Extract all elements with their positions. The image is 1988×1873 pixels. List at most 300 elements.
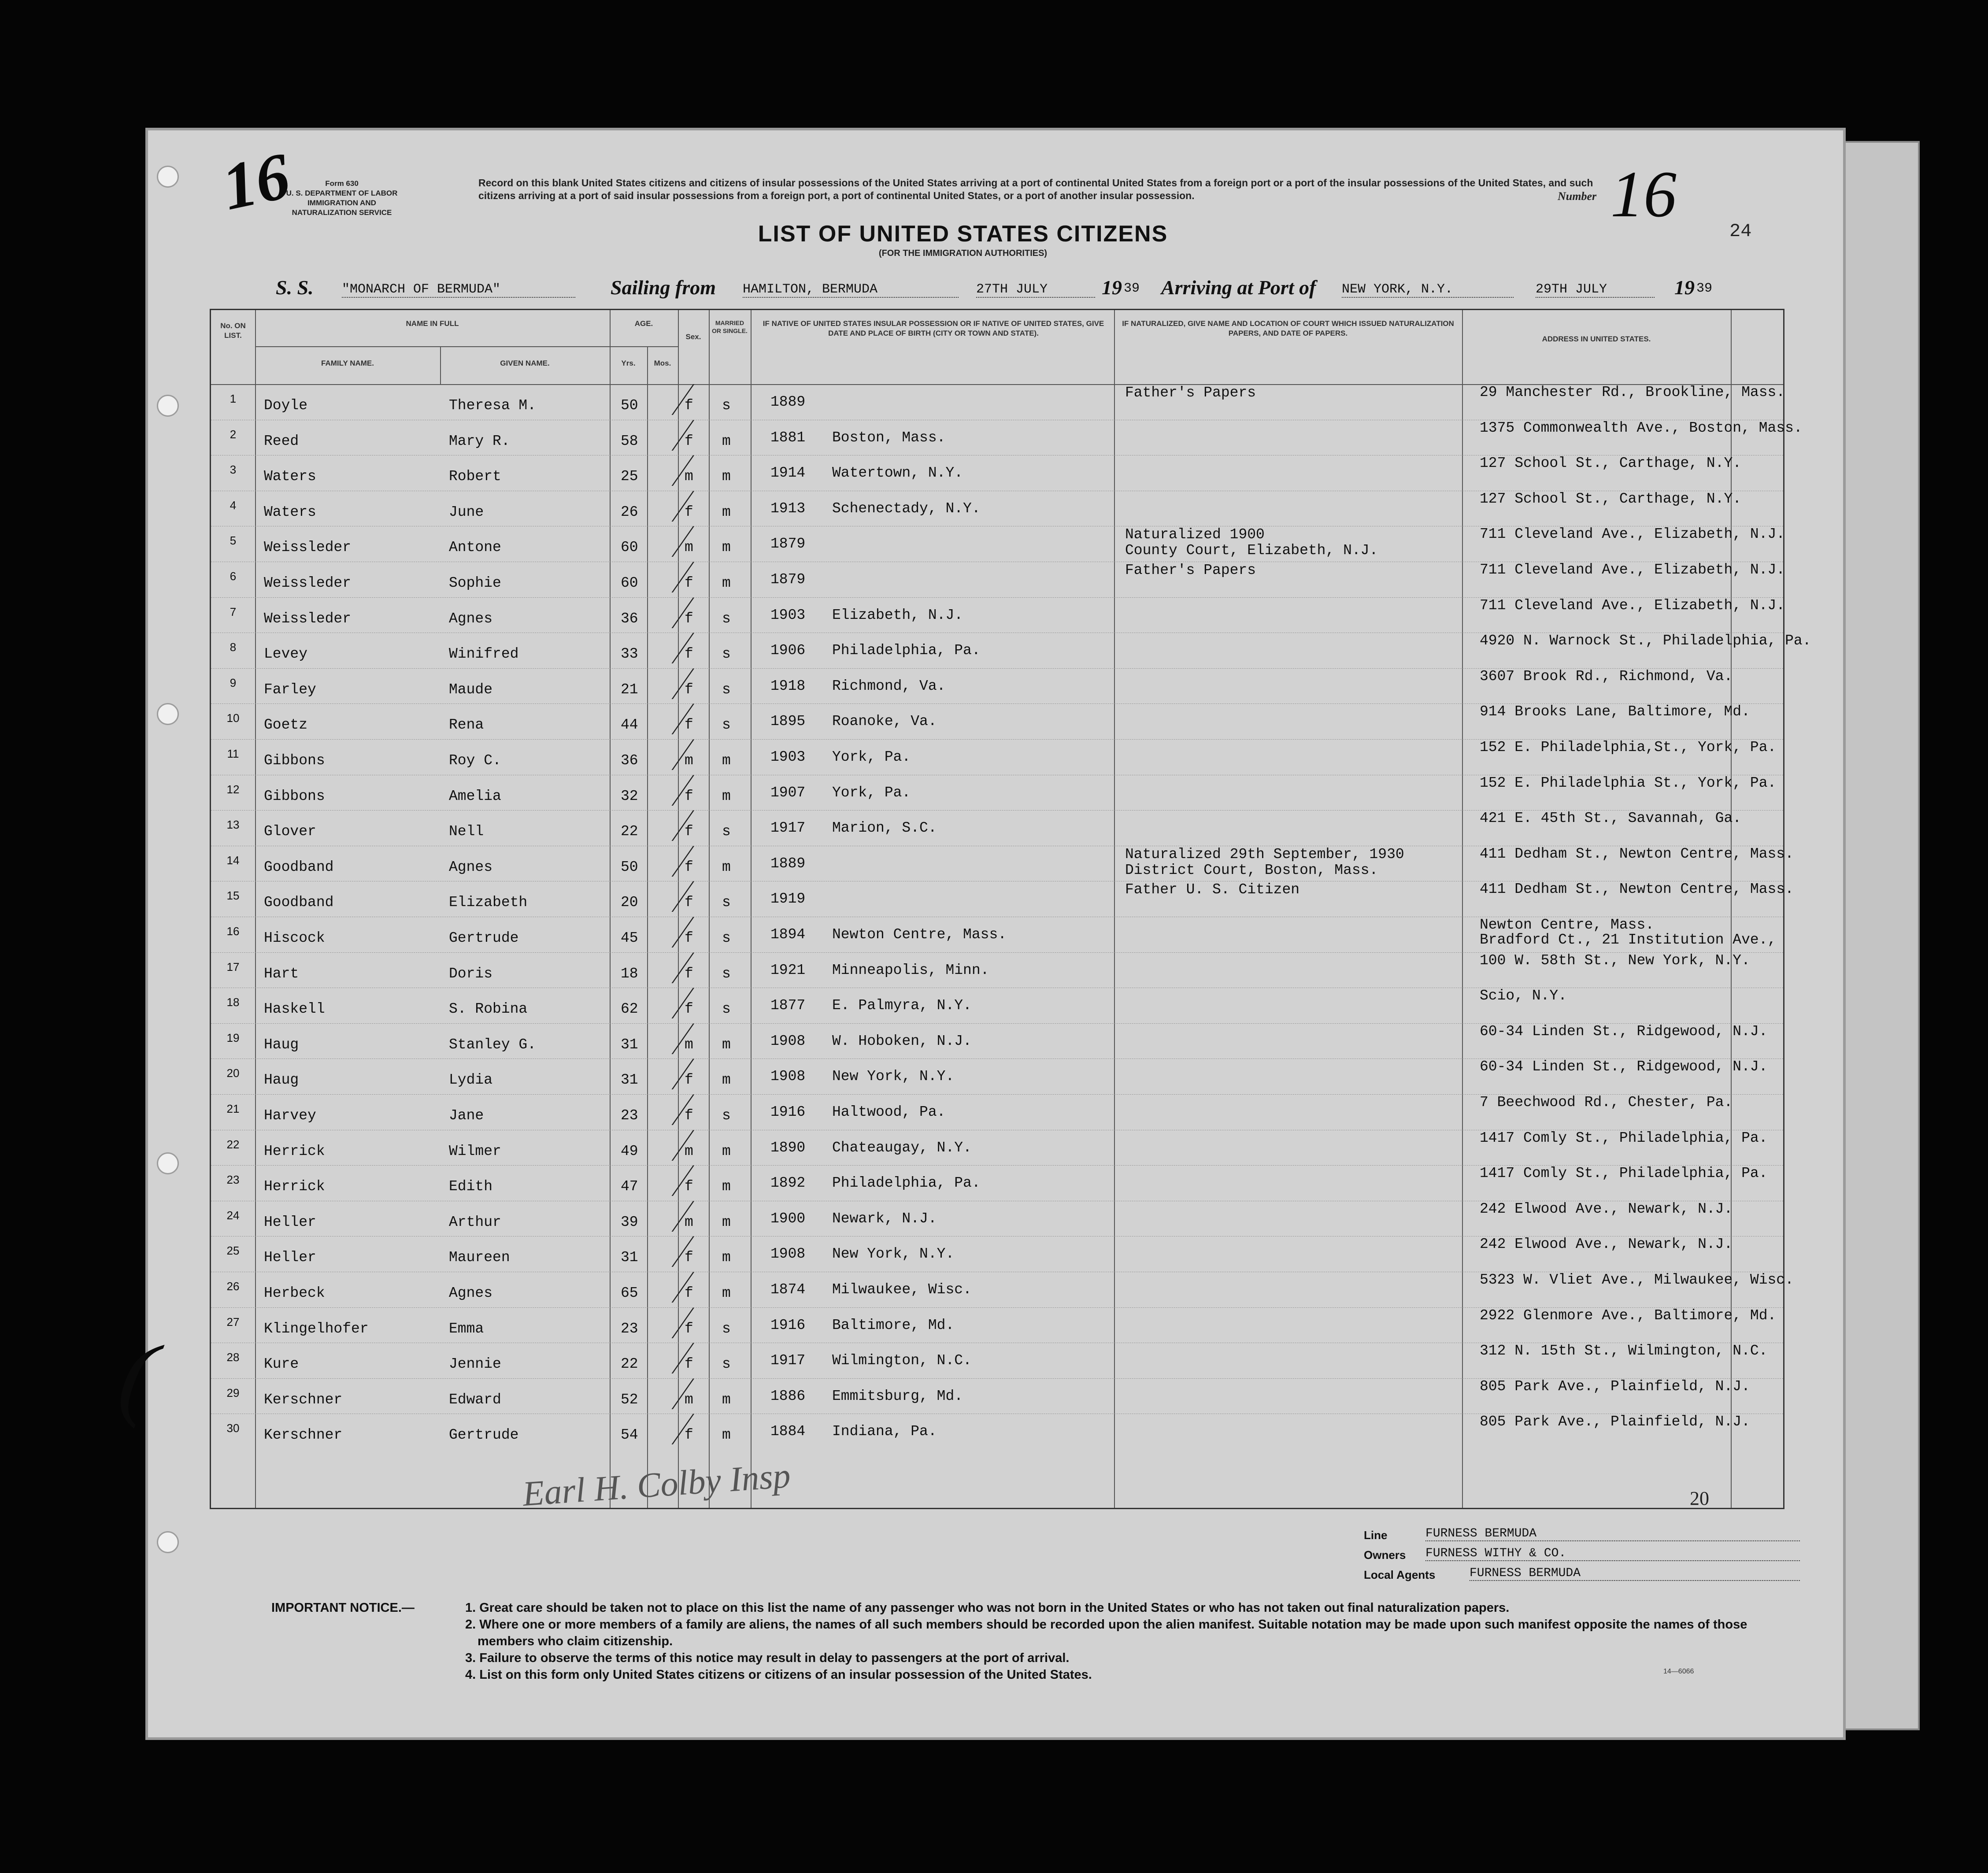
birth-year: 1916 — [770, 1317, 806, 1333]
line-label: Line — [1364, 1529, 1388, 1542]
given-name: Roy C. — [449, 752, 501, 769]
birth-place: Roanoke, Va. — [832, 713, 937, 730]
sex: m — [685, 1143, 693, 1159]
family-name: Herrick — [264, 1178, 325, 1195]
family-name: Goetz — [264, 717, 308, 733]
departure-year-suffix: 39 — [1124, 281, 1140, 296]
table-row — [211, 597, 1783, 633]
table-row — [211, 845, 1794, 881]
birth-place: Philadelphia, Pa. — [832, 1175, 981, 1192]
col-no: No. ON LIST. — [220, 322, 246, 340]
page-title: LIST OF UNITED STATES CITIZENS — [758, 221, 1168, 247]
col-family: FAMILY NAME. — [321, 359, 374, 367]
family-name: Kure — [264, 1356, 299, 1373]
table-row — [211, 917, 1783, 952]
birth-year: 1881 — [770, 429, 806, 446]
birth-place: York, Pa. — [832, 784, 911, 801]
marital-status: m — [722, 1214, 731, 1230]
us-address: 60-34 Linden St., Ridgewood, N.J. — [1480, 1059, 1768, 1075]
local-agents-label: Local Agents — [1364, 1568, 1436, 1581]
given-name: Wilmer — [449, 1143, 501, 1159]
family-name: Heller — [264, 1249, 316, 1266]
page-number: 24 — [1729, 221, 1752, 242]
birth-year: 1908 — [770, 1033, 806, 1049]
marital-status: s — [722, 1107, 731, 1124]
age-years: 36 — [621, 752, 638, 769]
arrival-year-prefix: 19 — [1674, 276, 1695, 299]
sex: m — [685, 752, 693, 769]
departure-date: 27TH JULY — [976, 282, 1095, 298]
department-name: U. S. DEPARTMENT OF LABOR — [286, 189, 398, 197]
row-divider — [211, 1165, 1783, 1166]
row-divider — [211, 703, 1783, 704]
family-name: Haskell — [264, 1001, 325, 1018]
us-address: 152 E. Philadelphia St., York, Pa. — [1480, 774, 1777, 791]
us-address: 1417 Comly St., Philadelphia, Pa. — [1480, 1165, 1768, 1182]
table-row — [211, 562, 1783, 597]
marital-status: s — [722, 965, 731, 982]
birth-year: 1900 — [770, 1210, 806, 1227]
sex: f — [685, 1249, 693, 1266]
age-years: 22 — [621, 823, 638, 840]
us-address: 127 School St., Carthage, N.Y. — [1480, 490, 1742, 507]
us-address: 411 Dedham St., Newton Centre, Mass. — [1480, 845, 1794, 862]
age-years: 20 — [621, 894, 638, 911]
sailing-label: Sailing from — [611, 276, 716, 299]
marital-status: s — [722, 1320, 731, 1337]
table-row — [211, 1343, 1783, 1378]
inspector-signature: Earl H. Colby Insp — [521, 1456, 792, 1514]
age-years: 60 — [621, 539, 638, 556]
given-name: Amelia — [449, 788, 501, 804]
marital-status: m — [722, 539, 731, 556]
sex: f — [685, 575, 693, 591]
punch-hole — [157, 1152, 179, 1174]
marital-status: m — [722, 503, 731, 520]
us-address: Scio, N.Y. — [1480, 988, 1567, 1004]
age-years: 45 — [621, 930, 638, 946]
us-address: 411 Dedham St., Newton Centre, Mass. — [1480, 881, 1794, 898]
us-address: 29 Manchester Rd., Brookline, Mass. — [1480, 384, 1785, 400]
family-name: Waters — [264, 503, 316, 520]
table-row — [211, 1272, 1794, 1307]
birth-year: 1914 — [770, 465, 806, 481]
total-count: 20 — [1690, 1488, 1709, 1509]
family-name: Heller — [264, 1214, 316, 1230]
birth-year: 1903 — [770, 607, 806, 623]
row-number: 1 — [230, 392, 237, 405]
age-years: 26 — [621, 503, 638, 520]
row-number: 20 — [226, 1066, 240, 1080]
row-number: 26 — [226, 1280, 240, 1293]
family-name: Herbeck — [264, 1285, 325, 1301]
row-number: 11 — [227, 747, 239, 760]
given-name: Edward — [449, 1391, 501, 1408]
table-row — [211, 810, 1783, 845]
family-name: Waters — [264, 468, 316, 485]
row-number: 24 — [226, 1208, 240, 1222]
us-address: 914 Brooks Lane, Baltimore, Md. — [1480, 703, 1750, 720]
notice-title: IMPORTANT NOTICE.— — [271, 1601, 415, 1615]
table-row — [211, 1307, 1783, 1343]
birth-year: 1917 — [770, 1352, 806, 1369]
arrival-year-suffix: 39 — [1696, 281, 1713, 296]
row-number: 19 — [226, 1031, 240, 1044]
us-address: 152 E. Philadelphia,St., York, Pa. — [1480, 739, 1777, 755]
birth-year: 1884 — [770, 1423, 806, 1440]
birth-year: 1913 — [770, 500, 806, 517]
given-name: Doris — [449, 965, 493, 982]
row-number: 22 — [226, 1137, 240, 1151]
given-name: Emma — [449, 1320, 484, 1337]
birth-year: 1907 — [770, 784, 806, 801]
marital-status: m — [722, 1391, 731, 1408]
marital-status: m — [722, 1178, 731, 1195]
form-code: 14—6066 — [1663, 1668, 1694, 1675]
birth-place: Philadelphia, Pa. — [832, 642, 981, 659]
family-name: Weissleder — [264, 610, 352, 627]
sex: f — [685, 1107, 693, 1124]
page-subtitle: (FOR THE IMMIGRATION AUTHORITIES) — [878, 248, 1048, 258]
age-years: 31 — [621, 1072, 638, 1088]
age-years: 62 — [621, 1001, 638, 1018]
sex: m — [685, 539, 693, 556]
line-value: FURNESS BERMUDA — [1425, 1527, 1800, 1541]
naturalization: Father's Papers — [1125, 385, 1256, 401]
sex: f — [685, 859, 693, 875]
birth-place: New York, N.Y. — [832, 1246, 955, 1262]
table-row — [211, 633, 1811, 668]
sex: f — [685, 823, 693, 840]
row-number: 4 — [230, 498, 237, 512]
marital-status: m — [722, 468, 731, 485]
age-years: 21 — [621, 681, 638, 698]
marital-status: s — [722, 681, 731, 698]
arrival-date: 29TH JULY — [1536, 282, 1655, 298]
sex: m — [685, 1036, 693, 1053]
row-number: 18 — [226, 996, 240, 1009]
us-address: 312 N. 15th St., Wilmington, N.C. — [1480, 1343, 1768, 1359]
number-label: Number — [1558, 190, 1597, 203]
marital-status: s — [722, 930, 731, 946]
row-number: 30 — [226, 1421, 240, 1435]
service-name: IMMIGRATION AND NATURALIZATION SERVICE — [292, 199, 392, 217]
sex: f — [685, 433, 693, 449]
corner-handwritten-mark: 16 — [216, 139, 296, 224]
table-row — [211, 881, 1794, 916]
sex: m — [685, 1391, 693, 1408]
us-address: 242 Elwood Ave., Newark, N.J. — [1480, 1200, 1733, 1217]
birth-year: 1879 — [770, 536, 806, 552]
birth-year: 1877 — [770, 997, 806, 1014]
age-years: 22 — [621, 1356, 638, 1373]
given-name: Arthur — [449, 1214, 501, 1230]
table-row — [211, 419, 1803, 455]
birth-year: 1879 — [770, 571, 806, 588]
row-number: 25 — [226, 1244, 240, 1258]
age-years: 23 — [621, 1107, 638, 1124]
marital-status: m — [722, 752, 731, 769]
row-number: 13 — [226, 818, 240, 832]
given-name: Rena — [449, 717, 484, 733]
form-id-block — [276, 179, 408, 218]
marital-status: s — [722, 823, 731, 840]
table-row — [211, 739, 1783, 774]
table-row — [211, 455, 1783, 490]
row-number: 7 — [230, 605, 237, 618]
notice-item: 4. List on this form only United States citizens or citizens of an insular possession of the United States. — [465, 1668, 1092, 1682]
arrival-port: NEW YORK, N.Y. — [1342, 282, 1514, 298]
us-address: 711 Cleveland Ave., Elizabeth, N.J. — [1480, 562, 1785, 578]
family-name: Farley — [264, 681, 316, 698]
punch-hole — [157, 395, 179, 417]
age-years: 60 — [621, 575, 638, 591]
age-years: 50 — [621, 397, 638, 414]
row-number: 9 — [230, 676, 237, 689]
us-address: Newton Centre, Mass. Bradford Ct., 21 Institution Ave., — [1480, 917, 1777, 948]
age-years: 54 — [621, 1427, 638, 1444]
birth-place: Richmond, Va. — [832, 677, 946, 694]
family-name: Kerschner — [264, 1391, 343, 1408]
row-divider — [211, 810, 1783, 811]
sex: f — [685, 965, 693, 982]
given-name: Edith — [449, 1178, 493, 1195]
naturalization: Father's Papers — [1125, 562, 1256, 578]
col-age: AGE. — [634, 319, 653, 328]
sex: f — [685, 930, 693, 946]
birth-place: Emmitsburg, Md. — [832, 1388, 963, 1404]
birth-place: Schenectady, N.Y. — [832, 500, 981, 517]
given-name: Robert — [449, 468, 501, 485]
marital-status: s — [722, 1001, 731, 1018]
birth-place: Indiana, Pa. — [832, 1423, 937, 1440]
sex: f — [685, 1320, 693, 1337]
birth-place: Marion, S.C. — [832, 820, 937, 837]
family-name: Hiscock — [264, 930, 325, 946]
age-years: 31 — [621, 1036, 638, 1053]
row-number: 6 — [230, 570, 237, 583]
sex: f — [685, 1356, 693, 1373]
family-name: Reed — [264, 433, 299, 449]
sex: f — [685, 1072, 693, 1088]
marital-status: m — [722, 1249, 731, 1266]
given-name: Sophie — [449, 575, 501, 591]
given-name: Maureen — [449, 1249, 510, 1266]
row-divider — [211, 1307, 1783, 1308]
birth-year: 1921 — [770, 962, 806, 978]
row-number: 3 — [230, 463, 237, 477]
table-row — [211, 1201, 1783, 1236]
birth-year: 1916 — [770, 1104, 806, 1120]
birth-place: Chateaugay, N.Y. — [832, 1139, 972, 1156]
row-divider — [211, 668, 1783, 669]
birth-place: Wilmington, N.C. — [832, 1352, 972, 1369]
us-address: 711 Cleveland Ave., Elizabeth, N.J. — [1480, 526, 1785, 543]
naturalization: Father U. S. Citizen — [1125, 881, 1300, 898]
family-name: Harvey — [264, 1107, 316, 1124]
us-address: 7 Beechwood Rd., Chester, Pa. — [1480, 1094, 1733, 1110]
row-divider — [211, 952, 1783, 953]
departure-port: HAMILTON, BERMUDA — [743, 282, 959, 298]
sex: f — [685, 1427, 693, 1444]
given-name: June — [449, 503, 484, 520]
birth-year: 1903 — [770, 749, 806, 765]
family-name: Goodband — [264, 894, 334, 911]
birth-year: 1889 — [770, 855, 806, 872]
birth-year: 1889 — [770, 394, 806, 410]
family-name: Gibbons — [264, 752, 325, 769]
birth-year: 1895 — [770, 713, 806, 730]
birth-year: 1874 — [770, 1281, 806, 1298]
given-name: Antone — [449, 539, 501, 556]
notice-item: 2. Where one or more members of a family are aliens, the names of all such members should be recorded upon the alien manifest. Suitable notation may be made upon such manifest opposite the names of those members who claim citizenship. — [465, 1618, 1747, 1648]
col-birth: IF NATIVE OF UNITED STATES INSULAR POSSESSION OR IF NATIVE OF UNITED STATES, GIVE DATE AND PLACE OF BIRTH (CITY OR TOWN AND STATE). — [763, 319, 1104, 337]
sex: f — [685, 397, 693, 414]
marital-status: m — [722, 1036, 731, 1053]
given-name: Gertrude — [449, 1427, 519, 1444]
age-years: 58 — [621, 433, 638, 449]
marital-status: s — [722, 717, 731, 733]
age-years: 32 — [621, 788, 638, 804]
row-number: 14 — [226, 853, 240, 867]
owners-value: FURNESS WITHY & CO. — [1425, 1547, 1800, 1561]
family-name: Weissleder — [264, 575, 352, 591]
birth-year: 1917 — [770, 820, 806, 837]
given-name: Agnes — [449, 859, 493, 875]
us-address: 805 Park Ave., Plainfield, N.J. — [1480, 1378, 1750, 1395]
list-number: 16 — [1610, 158, 1677, 231]
row-number: 10 — [226, 711, 240, 725]
table-row — [211, 952, 1783, 988]
birth-place: Haltwood, Pa. — [832, 1104, 946, 1120]
row-number: 29 — [226, 1386, 240, 1399]
table-row — [211, 1378, 1783, 1414]
us-address: 242 Elwood Ave., Newark, N.J. — [1480, 1236, 1733, 1253]
family-name: Hart — [264, 965, 299, 982]
punch-hole — [157, 703, 179, 725]
age-years: 31 — [621, 1249, 638, 1266]
row-divider — [211, 1094, 1783, 1095]
given-name: Winifred — [449, 646, 519, 663]
marital-status: m — [722, 433, 731, 449]
table-row — [211, 1130, 1783, 1165]
sex: f — [685, 610, 693, 627]
family-name: Doyle — [264, 397, 308, 414]
age-years: 23 — [621, 1320, 638, 1337]
table-row — [211, 384, 1783, 419]
given-name: Lydia — [449, 1072, 493, 1088]
us-address: 127 School St., Carthage, N.Y. — [1480, 455, 1742, 472]
birth-year: 1886 — [770, 1388, 806, 1404]
birth-year: 1906 — [770, 642, 806, 659]
given-name: S. Robina — [449, 1001, 528, 1018]
birth-place: Milwaukee, Wisc. — [832, 1281, 972, 1298]
naturalization: Naturalized 29th September, 1930 District Court, Boston, Mass. — [1125, 846, 1404, 878]
age-years: 50 — [621, 859, 638, 875]
family-name: Gibbons — [264, 788, 325, 804]
birth-year: 1894 — [770, 926, 806, 943]
birth-place: Minneapolis, Minn. — [832, 962, 989, 978]
birth-place: Watertown, N.Y. — [832, 465, 963, 481]
age-years: 49 — [621, 1143, 638, 1159]
margin-pencil-mark: ( — [112, 1319, 163, 1431]
sex: f — [685, 1285, 693, 1301]
marital-status: m — [722, 859, 731, 875]
form-number: Form 630 — [325, 179, 359, 188]
row-number: 15 — [226, 889, 240, 903]
sex: f — [685, 503, 693, 520]
row-divider — [211, 597, 1783, 598]
family-name: Klingelhofer — [264, 1320, 369, 1337]
family-name: Haug — [264, 1072, 299, 1088]
sex: f — [685, 681, 693, 698]
row-number: 5 — [230, 534, 237, 548]
notice-item: 1. Great care should be taken not to place on this list the name of any passenger who was not born in the United States or who has not taken out final naturalization papers. — [465, 1601, 1510, 1615]
table-row — [211, 1165, 1783, 1200]
col-married: MARRIED OR SINGLE. — [712, 319, 748, 334]
given-name: Jane — [449, 1107, 484, 1124]
us-address: 3607 Brook Rd., Richmond, Va. — [1480, 668, 1733, 685]
family-name: Herrick — [264, 1143, 325, 1159]
given-name: Jennie — [449, 1356, 501, 1373]
age-years: 52 — [621, 1391, 638, 1408]
family-name: Weissleder — [264, 539, 352, 556]
punch-hole — [157, 1531, 179, 1553]
table-row — [211, 1023, 1783, 1059]
age-years: 25 — [621, 468, 638, 485]
family-name: Haug — [264, 1036, 299, 1053]
table-row — [211, 988, 1783, 1023]
local-agents-value: FURNESS BERMUDA — [1470, 1566, 1800, 1581]
sex: f — [685, 717, 693, 733]
family-name: Kerschner — [264, 1427, 343, 1444]
manifest-page — [112, 128, 1846, 1740]
col-given: GIVEN NAME. — [500, 359, 550, 367]
table-row — [211, 1059, 1783, 1094]
age-years: 18 — [621, 965, 638, 982]
row-number: 23 — [226, 1173, 240, 1187]
birth-place: Baltimore, Md. — [832, 1317, 955, 1333]
marital-status: s — [722, 646, 731, 663]
table-row — [211, 1236, 1783, 1271]
birth-place: Boston, Mass. — [832, 429, 946, 446]
row-number: 16 — [226, 925, 240, 938]
table-row — [211, 1414, 1783, 1449]
ss-label: S. S. — [276, 276, 314, 299]
given-name: Stanley G. — [449, 1036, 537, 1053]
row-number: 17 — [226, 960, 240, 974]
birth-place: Newark, N.J. — [832, 1210, 937, 1227]
us-address: 421 E. 45th St., Savannah, Ga. — [1480, 810, 1742, 827]
row-number: 12 — [226, 782, 240, 796]
row-number: 28 — [226, 1351, 240, 1364]
marital-status: m — [722, 1427, 731, 1444]
birth-year: 1892 — [770, 1175, 806, 1192]
family-name: Goodband — [264, 859, 334, 875]
row-number: 8 — [230, 640, 237, 654]
punch-hole — [157, 166, 179, 188]
col-address: ADDRESS IN UNITED STATES. — [1542, 335, 1651, 343]
birth-year: 1890 — [770, 1139, 806, 1156]
us-address: 1375 Commonwealth Ave., Boston, Mass. — [1480, 419, 1803, 436]
birth-place: New York, N.Y. — [832, 1068, 955, 1085]
us-address: 5323 W. Vliet Ave., Milwaukee, Wisc. — [1480, 1272, 1794, 1288]
line-agents-block — [1364, 1527, 1804, 1586]
marital-status: s — [722, 397, 731, 414]
age-years: 44 — [621, 717, 638, 733]
passenger-table — [210, 309, 1811, 1509]
us-address: 1417 Comly St., Philadelphia, Pa. — [1480, 1129, 1768, 1146]
